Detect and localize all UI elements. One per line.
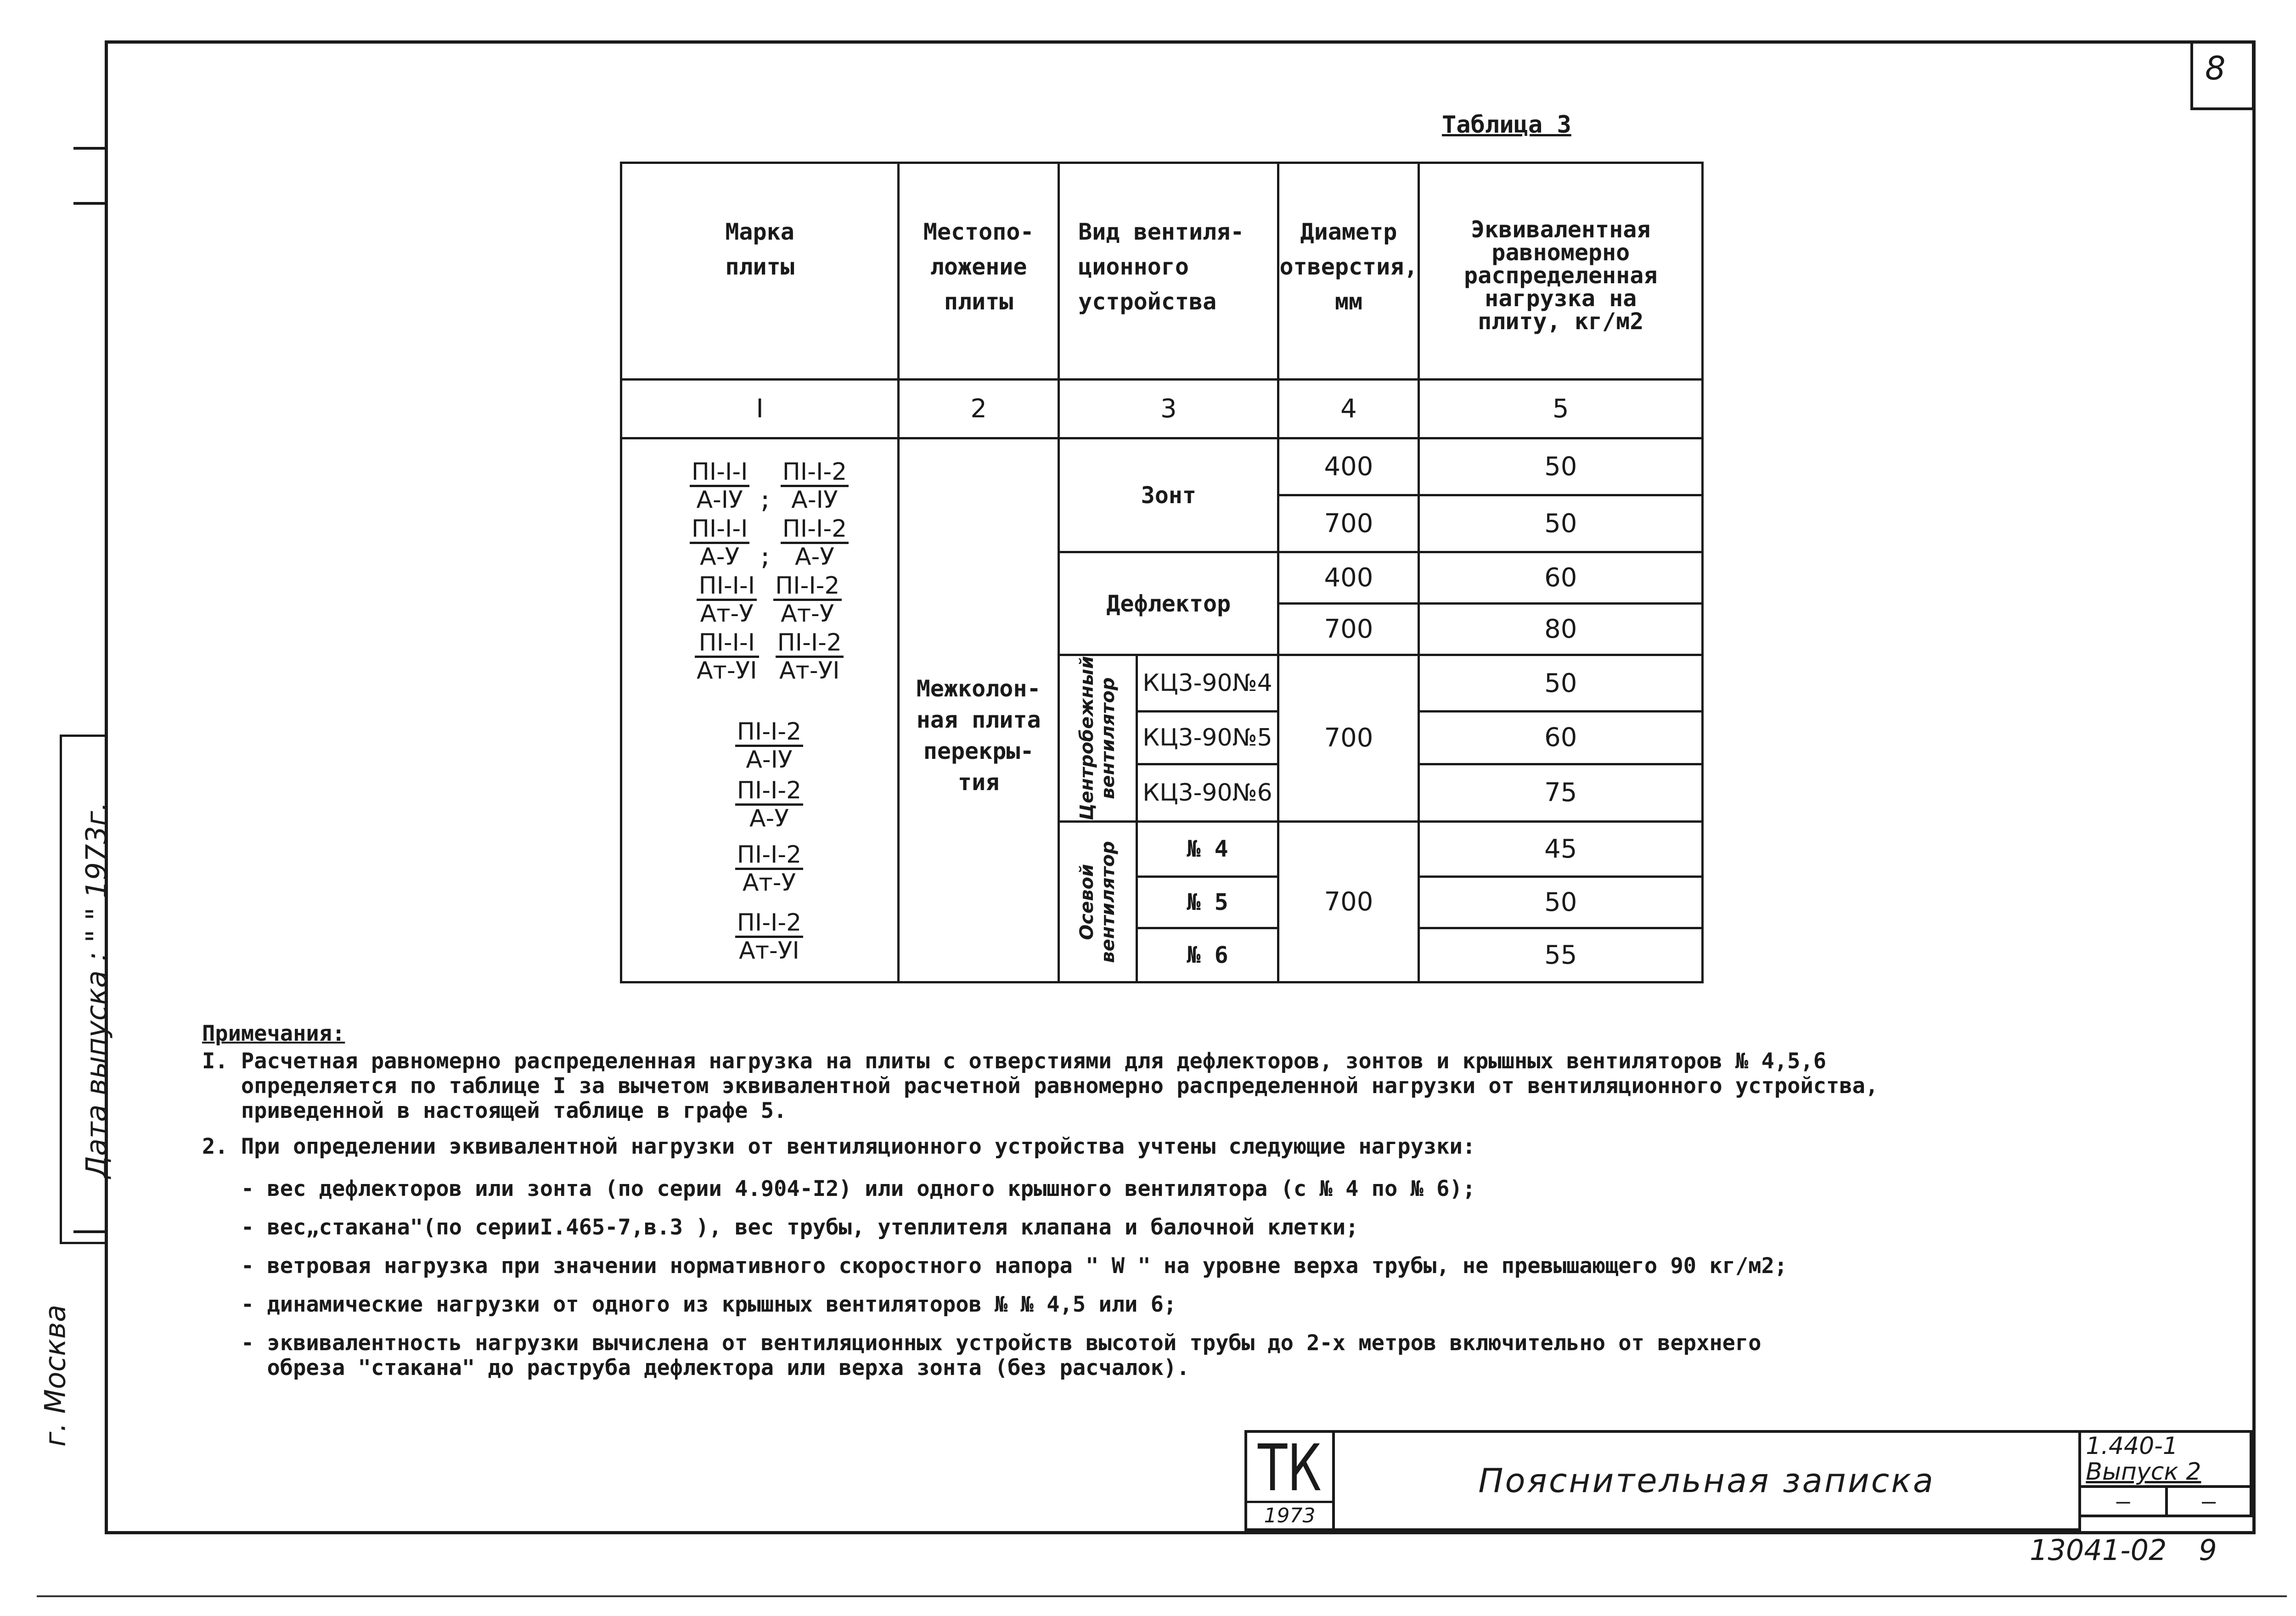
plate-mark: $\frac{ПI-I-2}{А-IУ}$ <box>735 719 803 773</box>
header-line: ложение <box>930 253 1027 280</box>
notes-heading: Примечания: <box>202 1021 345 1046</box>
note-line: 2. При определении эквивалентной нагрузки от вентиляционного устройства учтены следующие нагрузки: <box>202 1134 1476 1159</box>
location-line: тия <box>958 769 1000 796</box>
plate-mark: $\frac{ПI-I-I}{Ат-УI}$ <box>695 630 759 684</box>
group-line: вентилятор <box>1097 677 1119 799</box>
page-number: 8 <box>2205 50 2226 87</box>
note-line: определяется по таблице I за вычетом эквивалентной расчетной равномерно распределенной нагрузки от вентиляционного устройства, <box>202 1073 1879 1099</box>
header-line: отверстия, <box>1279 253 1418 280</box>
mark-separator: ; <box>758 486 772 514</box>
header-diameter <box>1278 163 1419 380</box>
note-line: приведенной в настоящей таблице в графе 5. <box>202 1098 787 1123</box>
load-cell: 45 <box>1419 821 1703 876</box>
header-equivalent-load <box>1419 163 1703 380</box>
column-number: 2 <box>899 380 1059 438</box>
load-cell: 50 <box>1419 495 1703 552</box>
device-cell: Дефлектор <box>1059 552 1278 655</box>
location-line: перекры- <box>923 737 1034 764</box>
header-line: плиту, кг/м2 <box>1478 308 1644 335</box>
load-cell: 75 <box>1419 764 1703 821</box>
column-number-row <box>621 380 1703 438</box>
load-cell: 50 <box>1419 876 1703 928</box>
plate-mark: $\frac{ПI-I-I}{Ат-У}$ <box>697 573 757 627</box>
release-date-label: Дата выпуска : <box>79 952 113 1178</box>
header-line: плиты <box>944 288 1013 315</box>
mark-single-row <box>634 719 905 778</box>
location-cell <box>899 438 1059 982</box>
mark-pair-row <box>634 516 905 573</box>
device-cell: КЦ3-90№5 <box>1137 712 1278 764</box>
sheet-code-number: 13041-02 <box>2030 1533 2167 1567</box>
note-item: - эквивалентность нагрузки вычислена от вентиляционных устройств высотой трубы до 2-х метров включительно от верхнего <box>202 1330 1761 1356</box>
header-line: Вид вентиля- <box>1078 219 1244 245</box>
mark-pair-row <box>634 573 905 630</box>
load-cell: 50 <box>1419 438 1703 495</box>
plate-mark: $\frac{ПI-I-I}{А-У}$ <box>690 516 750 570</box>
centrifugal-group-cell <box>1059 655 1137 822</box>
group-line: вентилятор <box>1097 841 1119 963</box>
note-item: обреза "стакана" до раструба дефлектора или верха зонта (без расчалок). <box>202 1355 1190 1380</box>
device-cell: № 5 <box>1137 876 1278 928</box>
mark-pair-row <box>634 459 905 516</box>
header-line: Марка <box>725 219 794 245</box>
centrifugal-group-label <box>1076 656 1119 820</box>
series-number: 1.440-1 <box>2086 1432 2178 1460</box>
header-location <box>899 163 1059 380</box>
diameter-cell: 700 <box>1278 604 1419 655</box>
trim-line <box>37 1595 2287 1597</box>
axial-group-label <box>1076 841 1119 963</box>
plate-mark: $\frac{ПI-I-2}{А-У}$ <box>781 516 849 570</box>
sheet-page-number: 9 <box>2199 1533 2217 1567</box>
device-cell: № 4 <box>1137 821 1278 876</box>
note-item: - вес„стакана"(по серииI.465-7,в.3 ), вес трубы, утеплителя клапана и балочной клетки; <box>202 1215 1359 1240</box>
mark-separator: ; <box>758 543 772 571</box>
table-header-row <box>621 163 1703 380</box>
load-cell: 55 <box>1419 928 1703 982</box>
plate-mark: $\frac{ПI-I-2}{А-У}$ <box>735 778 803 831</box>
header-line: Местопо- <box>923 219 1034 245</box>
plate-mark: $\frac{ПI-I-2}{Ат-У}$ <box>735 842 803 896</box>
plate-mark: $\frac{ПI-I-2}{А-IУ}$ <box>781 459 849 513</box>
margin-tick <box>73 202 106 205</box>
document-title: Пояснительная записка <box>1334 1431 2080 1530</box>
series-cell <box>2080 1431 2251 1487</box>
column-number: 3 <box>1059 380 1278 438</box>
header-line: плиты <box>725 253 794 280</box>
plate-mark: $\frac{ПI-I-2}{Ат-УI}$ <box>776 630 844 684</box>
diameter-cell: 400 <box>1278 552 1419 604</box>
plate-mark: $\frac{ПI-I-2}{Ат-У}$ <box>773 573 841 627</box>
mark-single-row <box>634 842 905 910</box>
device-cell: № 6 <box>1137 928 1278 982</box>
release-date-dots: " " <box>79 907 113 943</box>
load-cell: 50 <box>1419 655 1703 712</box>
header-plate-mark <box>621 163 899 380</box>
sheet-code <box>2030 1533 2217 1567</box>
table-title: Таблица 3 <box>1442 111 1571 139</box>
issue-number: Выпуск 2 <box>2086 1458 2201 1486</box>
location-line: ная плита <box>916 706 1041 733</box>
note-item: - вес дефлекторов или зонта (по серии 4.904-I2) или одного крышного вентилятора (с № 4 по № 6); <box>202 1176 1476 1201</box>
column-number: 5 <box>1419 380 1703 438</box>
header-line: распределенная <box>1464 262 1658 289</box>
notes-block <box>202 1021 2177 1380</box>
diameter-cell: 700 <box>1278 495 1419 552</box>
note-line: I. Расчетная равномерно распределенная нагрузка на плиты с отверстиями для дефлекторов, зонтов и крышных вентиляторов № 4,5,6 <box>202 1049 1827 1074</box>
title-block <box>1244 1430 2252 1531</box>
header-device-type <box>1059 163 1278 380</box>
note-item: - ветровая нагрузка при значении нормативного скоростного напора " W " на уровне верха трубы, не превышающего 90 кг/м2; <box>202 1253 1788 1279</box>
load-cell: 60 <box>1419 552 1703 604</box>
logo-year: 1973 <box>1247 1501 1332 1527</box>
city-label: г. Москва <box>38 1304 72 1447</box>
release-year: 1973г. <box>79 802 113 898</box>
org-logo <box>1246 1431 1334 1530</box>
stamp-cell: — <box>2167 1487 2251 1516</box>
header-line: устройства <box>1078 288 1217 315</box>
note-item: - динамические нагрузки от одного из крышных вентиляторов № № 4,5 или 6; <box>202 1292 1177 1317</box>
location-line: Межколон- <box>916 675 1041 702</box>
mark-single-row <box>634 910 905 967</box>
group-line: Центробежный <box>1076 656 1098 820</box>
mark-pair-row <box>634 630 905 687</box>
diameter-cell: 700 <box>1278 821 1419 982</box>
device-cell: КЦ3-90№4 <box>1137 655 1278 712</box>
column-number: I <box>621 380 899 438</box>
device-cell: КЦ3-90№6 <box>1137 764 1278 821</box>
header-line: Эквивалентная <box>1471 216 1651 243</box>
plate-mark: $\frac{ПI-I-2}{Ат-УI}$ <box>735 910 803 964</box>
mark-single-row <box>634 778 905 842</box>
release-date <box>80 784 113 1197</box>
diameter-cell: 400 <box>1278 438 1419 495</box>
header-line: нагрузка на <box>1485 285 1637 312</box>
header-line: Диаметр <box>1300 219 1397 245</box>
axial-group-cell <box>1059 821 1137 982</box>
column-number: 4 <box>1278 380 1419 438</box>
margin-tick <box>73 147 106 150</box>
header-line: равномерно <box>1491 239 1630 266</box>
load-cell: 80 <box>1419 604 1703 655</box>
group-line: Осевой <box>1076 864 1098 940</box>
device-cell: Зонт <box>1059 438 1278 552</box>
diameter-cell: 700 <box>1278 655 1419 822</box>
header-line: ционного <box>1078 253 1189 280</box>
logo-mark: ТК <box>1258 1431 1322 1506</box>
plate-marks <box>634 459 905 967</box>
plate-mark: $\frac{ПI-I-I}{А-IУ}$ <box>690 459 750 513</box>
load-cell: 60 <box>1419 712 1703 764</box>
stamp-cell: — <box>2080 1487 2167 1516</box>
header-line: мм <box>1334 288 1363 315</box>
